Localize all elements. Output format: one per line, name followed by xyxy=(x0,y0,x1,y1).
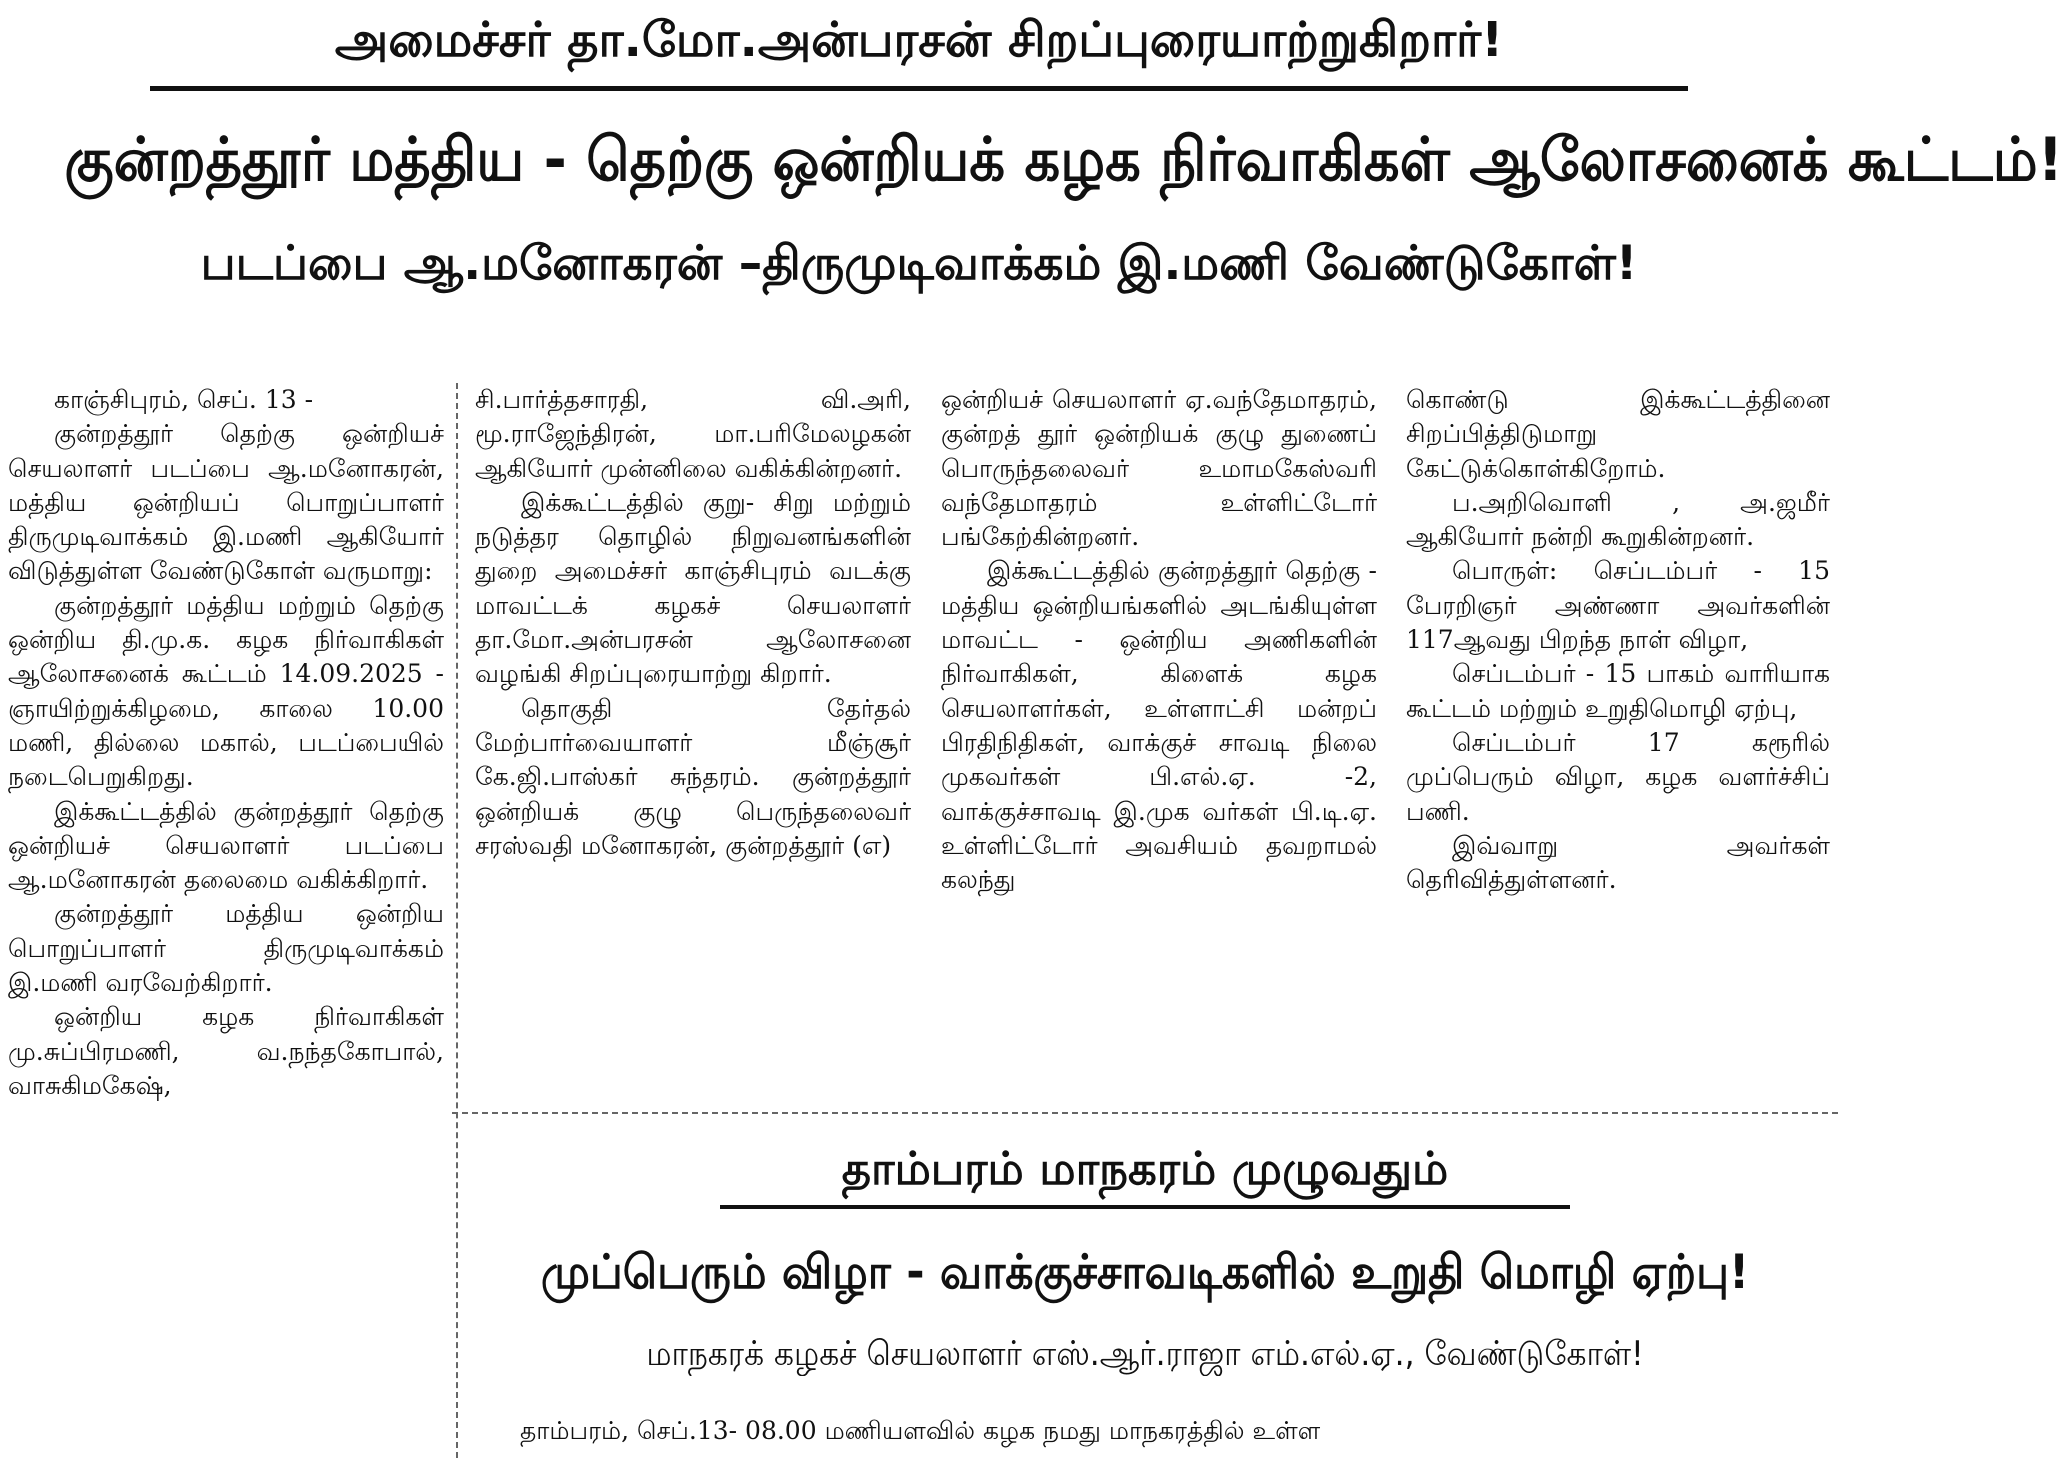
paragraph: ப.அறிவொளி , அ.ஜமீர் ஆகியோர் நன்றி கூறுகின்றனர். xyxy=(1406,487,1830,552)
paragraph: குன்றத்தூர் மத்திய மற்றும் தெற்கு ஒன்றிய தி.மு.க. கழக நிர்வாகிகள் ஆலோசனைக் கூட்டம் 14.09.2025 - ஞாயிற்றுக்கிழமை, காலை 10.00 மணி, தில்லை மகால், படப்பையில் நடைபெறுகிறது. xyxy=(8,590,444,792)
article-column-2 xyxy=(475,383,911,863)
second-story-headline: முப்பெரும் விழா - வாக்குச்சாவடிகளில் உறுதி மொழி ஏற்பு! xyxy=(540,1245,1750,1300)
paragraph: சி.பார்த்தசாரதி, வி.அரி, மூ.ராஜேந்திரன், மா.பரிமேலழகன் ஆகியோர் முன்னிலை வகிக்கின்றனர். xyxy=(475,385,911,483)
second-story-kicker: தாம்பரம் மாநகரம் முழுவதும் xyxy=(841,1142,1449,1195)
second-story-border xyxy=(452,1112,1838,1114)
paragraph: இக்கூட்டத்தில் குறு- சிறு மற்றும் நடுத்தர தொழில் நிறுவனங்களின் துறை அமைச்சர் காஞ்சிபுரம் வடக்கு மாவட்டக் கழகச் செயலாளர் தா.மோ.அன்பரசன் ஆலோசனை வழங்கி சிறப்புரையாற்று கிறார். xyxy=(475,487,911,689)
second-story-body: தாம்பரம், செப்.13- 08.00 மணியளவில் கழக நமது மாநகரத்தில் உள்ள xyxy=(520,1416,1321,1445)
kicker-underline xyxy=(150,86,1688,91)
paragraph: ஒன்றியச் செயலாளர் ஏ.வந்தேமாதரம், குன்றத் தூர் ஒன்றியக் குழு துணைப் பொருந்தலைவர் உமாமகேஸ்வரி வந்தேமாதரம் உள்ளிட்டோர் பங்கேற்கின்றனர். xyxy=(941,385,1377,552)
article-column-4 xyxy=(1406,383,1830,897)
paragraph: செப்டம்பர் 17 கரூரில் முப்பெரும் விழா, கழக வளர்ச்சிப் பணி. xyxy=(1406,727,1830,826)
article-column-3 xyxy=(941,383,1377,897)
main-headline: குன்றத்தூர் மத்திய - தெற்கு ஒன்றியக் கழக நிர்வாகிகள் ஆலோசனைக் கூட்டம்! xyxy=(64,125,2063,195)
paragraph: இவ்வாறு அவர்கள் தெரிவித்துள்ளனர். xyxy=(1406,830,1830,895)
second-story-kicker-underline xyxy=(720,1205,1570,1209)
column-divider xyxy=(456,383,458,1458)
paragraph: கொண்டு இக்கூட்டத்தினை சிறப்பித்திடுமாறு கேட்டுக்கொள்கிறோம். xyxy=(1406,385,1830,483)
paragraph: குன்றத்தூர் தெற்கு ஒன்றியச் செயலாளர் படப்பை ஆ.மனோகரன், மத்திய ஒன்றியப் பொறுப்பாளர் திருமுடிவாக்கம் இ.மணி ஆகியோர் விடுத்துள்ள வேண்டுகோள் வருமாறு: xyxy=(8,419,444,586)
second-story-subheadline: மாநகரக் கழகச் செயலாளர் எஸ்.ஆர்.ராஜா எம்.எல்.ஏ., வேண்டுகோள்! xyxy=(646,1334,1644,1374)
kicker-headline: அமைச்சர் தா.மோ.அன்பரசன் சிறப்புரையாற்றுகிறார்! xyxy=(334,12,1504,68)
article-column-1 xyxy=(8,383,444,1103)
paragraph: குன்றத்தூர் மத்திய ஒன்றிய பொறுப்பாளர் திருமுடிவாக்கம் இ.மணி வரவேற்கிறார். xyxy=(8,899,444,998)
paragraph: இக்கூட்டத்தில் குன்றத்தூர் தெற்கு - மத்திய ஒன்றியங்களில் அடங்கியுள்ள மாவட்ட - ஒன்றிய அணிகளின் நிர்வாகிகள், கிளைக் கழக செயலாளர்கள், உள்ளாட்சி மன்றப் பிரதிநிதிகள், வாக்குச் சாவடி நிலை முகவர்கள் பி.எல்.ஏ. -2, வாக்குச்சாவடி இ.முக வர்கள் பி.டி.ஏ. உள்ளிட்டோர் அவசியம் தவறாமல் கலந்து xyxy=(941,556,1377,895)
paragraph: இக்கூட்டத்தில் குன்றத்தூர் தெற்கு ஒன்றியச் செயலாளர் படப்பை ஆ.மனோகரன் தலைமை வகிக்கிறார். xyxy=(8,796,444,895)
paragraph: தொகுதி தேர்தல் மேற்பார்வையாளர் மீஞ்சூர் கே.ஜி.பாஸ்கர் சுந்தரம். குன்றத்தூர் ஒன்றியக் குழு பெருந்தலைவர் சரஸ்வதி மனோகரன், குன்றத்தூர் (எ) xyxy=(475,693,911,860)
paragraph: பொருள்: செப்டம்பர் - 15 பேரறிஞர் அண்ணா அவர்களின் 117ஆவது பிறந்த நாள் விழா, xyxy=(1406,556,1830,655)
paragraph: செப்டம்பர் - 15 பாகம் வாரியாக கூட்டம் மற்றும் உறுதிமொழி ஏற்பு, xyxy=(1406,659,1830,723)
dateline: காஞ்சிபுரம், செப். 13 - xyxy=(54,385,314,414)
sub-headline: படப்பை ஆ.மனோகரன் –திருமுடிவாக்கம் இ.மணி வேண்டுகோள்! xyxy=(200,236,1638,291)
paragraph: ஒன்றிய கழக நிர்வாகிகள் மு.சுப்பிரமணி, வ.நந்தகோபால், வாசுகிமகேஷ், xyxy=(8,1002,444,1100)
